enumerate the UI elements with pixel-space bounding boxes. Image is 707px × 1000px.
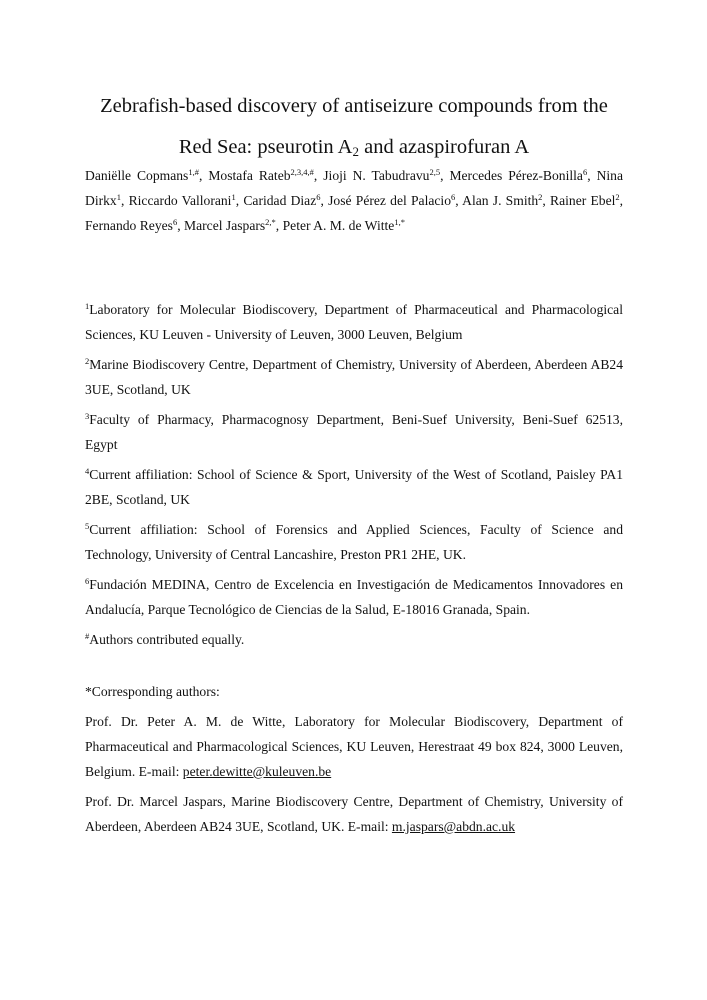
corresponding-entry-de-witte: Prof. Dr. Peter A. M. de Witte, Laboratory for Molecular Biodiscovery, Department of Pharmaceutical and Pharmacological Sciences, KU Leuven, Herestraat 49 box 824, 3000 Leuven, Belgium. E-mail: peter.dewitte@kuleuven.be (85, 714, 623, 779)
author: Nina Dirkx$^1$ (85, 168, 623, 208)
author: Peter A. M. de Witte$^{1,*}$ (282, 217, 405, 233)
equal-contribution-note: #Authors contributed equally. (85, 631, 245, 647)
author: Rainer Ebel$^2$ (550, 192, 620, 208)
author: José Pérez del Palacio$^6$ (328, 192, 456, 208)
title-subscript: 2 (352, 144, 359, 159)
email-link-jaspars[interactable]: m.jaspars@abdn.ac.uk (391, 819, 516, 834)
email-link-de-witte[interactable]: peter.dewitte@kuleuven.be (182, 764, 332, 779)
author: Fernando Reyes$^6$ (85, 217, 178, 233)
title-line-2: Red Sea: pseurotin $A_2$ and azaspirofuran A (178, 136, 530, 159)
author: Mercedes Pérez-Bonilla$^6$ (449, 167, 588, 183)
author: Daniëlle Copmans$^{1,\#}$ (85, 167, 199, 183)
corresponding-entry-jaspars: Prof. Dr. Marcel Jaspars, Marine Biodiscovery Centre, Department of Chemistry, University of Aberdeen, Aberdeen AB24 3UE, Scotland, UK. E-mail: m.jaspars@abdn.ac.uk (85, 794, 623, 834)
title-line-1: Zebrafish-based discovery of antiseizure compounds from the (100, 95, 608, 117)
author: Caridad Diaz$^6$ (243, 192, 321, 208)
paper-title (85, 86, 623, 168)
author: Marcel Jaspars$^{2,*}$ (184, 217, 276, 233)
affiliation-1: $^1$Laboratory for Molecular Biodiscovery, Department of Pharmaceutical and Pharmacological Sciences, KU Leuven - University of Leuven, 3000 Leuven, Belgium (85, 301, 623, 342)
author-list: Daniëlle Copmans$^{1,\#}$, Mostafa Rateb$^{2,3,4,\#}$, Jioji N. Tabudravu$^{2,5}$, Mercedes Pérez-Bonilla$^6$, Nina Dirkx$^1$, Riccardo Vallorani$^1$, Caridad Diaz$^6$, José Pérez del Palacio$^6$, Alan J. Smith$^2$, Rainer Ebel$^2$, Fernando Reyes$^6$, Marcel Jaspars$^{2,*}$, Peter A. M. de Witte$^{1,*}$ (85, 167, 624, 233)
affiliation-3: $^3$Faculty of Pharmacy, Pharmacognosy Department, Beni-Suef University, Beni-Suef 62513, Egypt (85, 411, 623, 452)
author: Riccardo Vallorani$^1$ (128, 192, 236, 208)
author: Jioji N. Tabudravu$^{2,5}$ (323, 167, 441, 183)
author: Alan J. Smith$^2$ (462, 192, 543, 208)
author: Mostafa Rateb$^{2,3,4,\#}$ (208, 167, 314, 183)
affiliation-4: $^4$Current affiliation: School of Science & Sport, University of the West of Scotland, Paisley PA1 2BE, Scotland, UK (85, 466, 623, 507)
affiliation-6: $^6$Fundación MEDINA, Centro de Excelencia en Investigación de Medicamentos Innovadores en Andalucía, Parque Tecnológico de Ciencias de la Salud, E-18016 Granada, Spain. (85, 576, 623, 617)
affiliation-2: $^2$Marine Biodiscovery Centre, Department of Chemistry, University of Aberdeen, Aberdeen AB24 3UE, Scotland, UK (85, 356, 623, 397)
corresponding-heading: *Corresponding authors: (85, 684, 220, 699)
affiliation-5: $^5$Current affiliation: School of Forensics and Applied Sciences, Faculty of Science and Technology, University of Central Lancashire, Preston PR1 2HE, UK. (85, 521, 623, 562)
affiliations (85, 297, 623, 657)
corresponding-authors (85, 679, 623, 844)
